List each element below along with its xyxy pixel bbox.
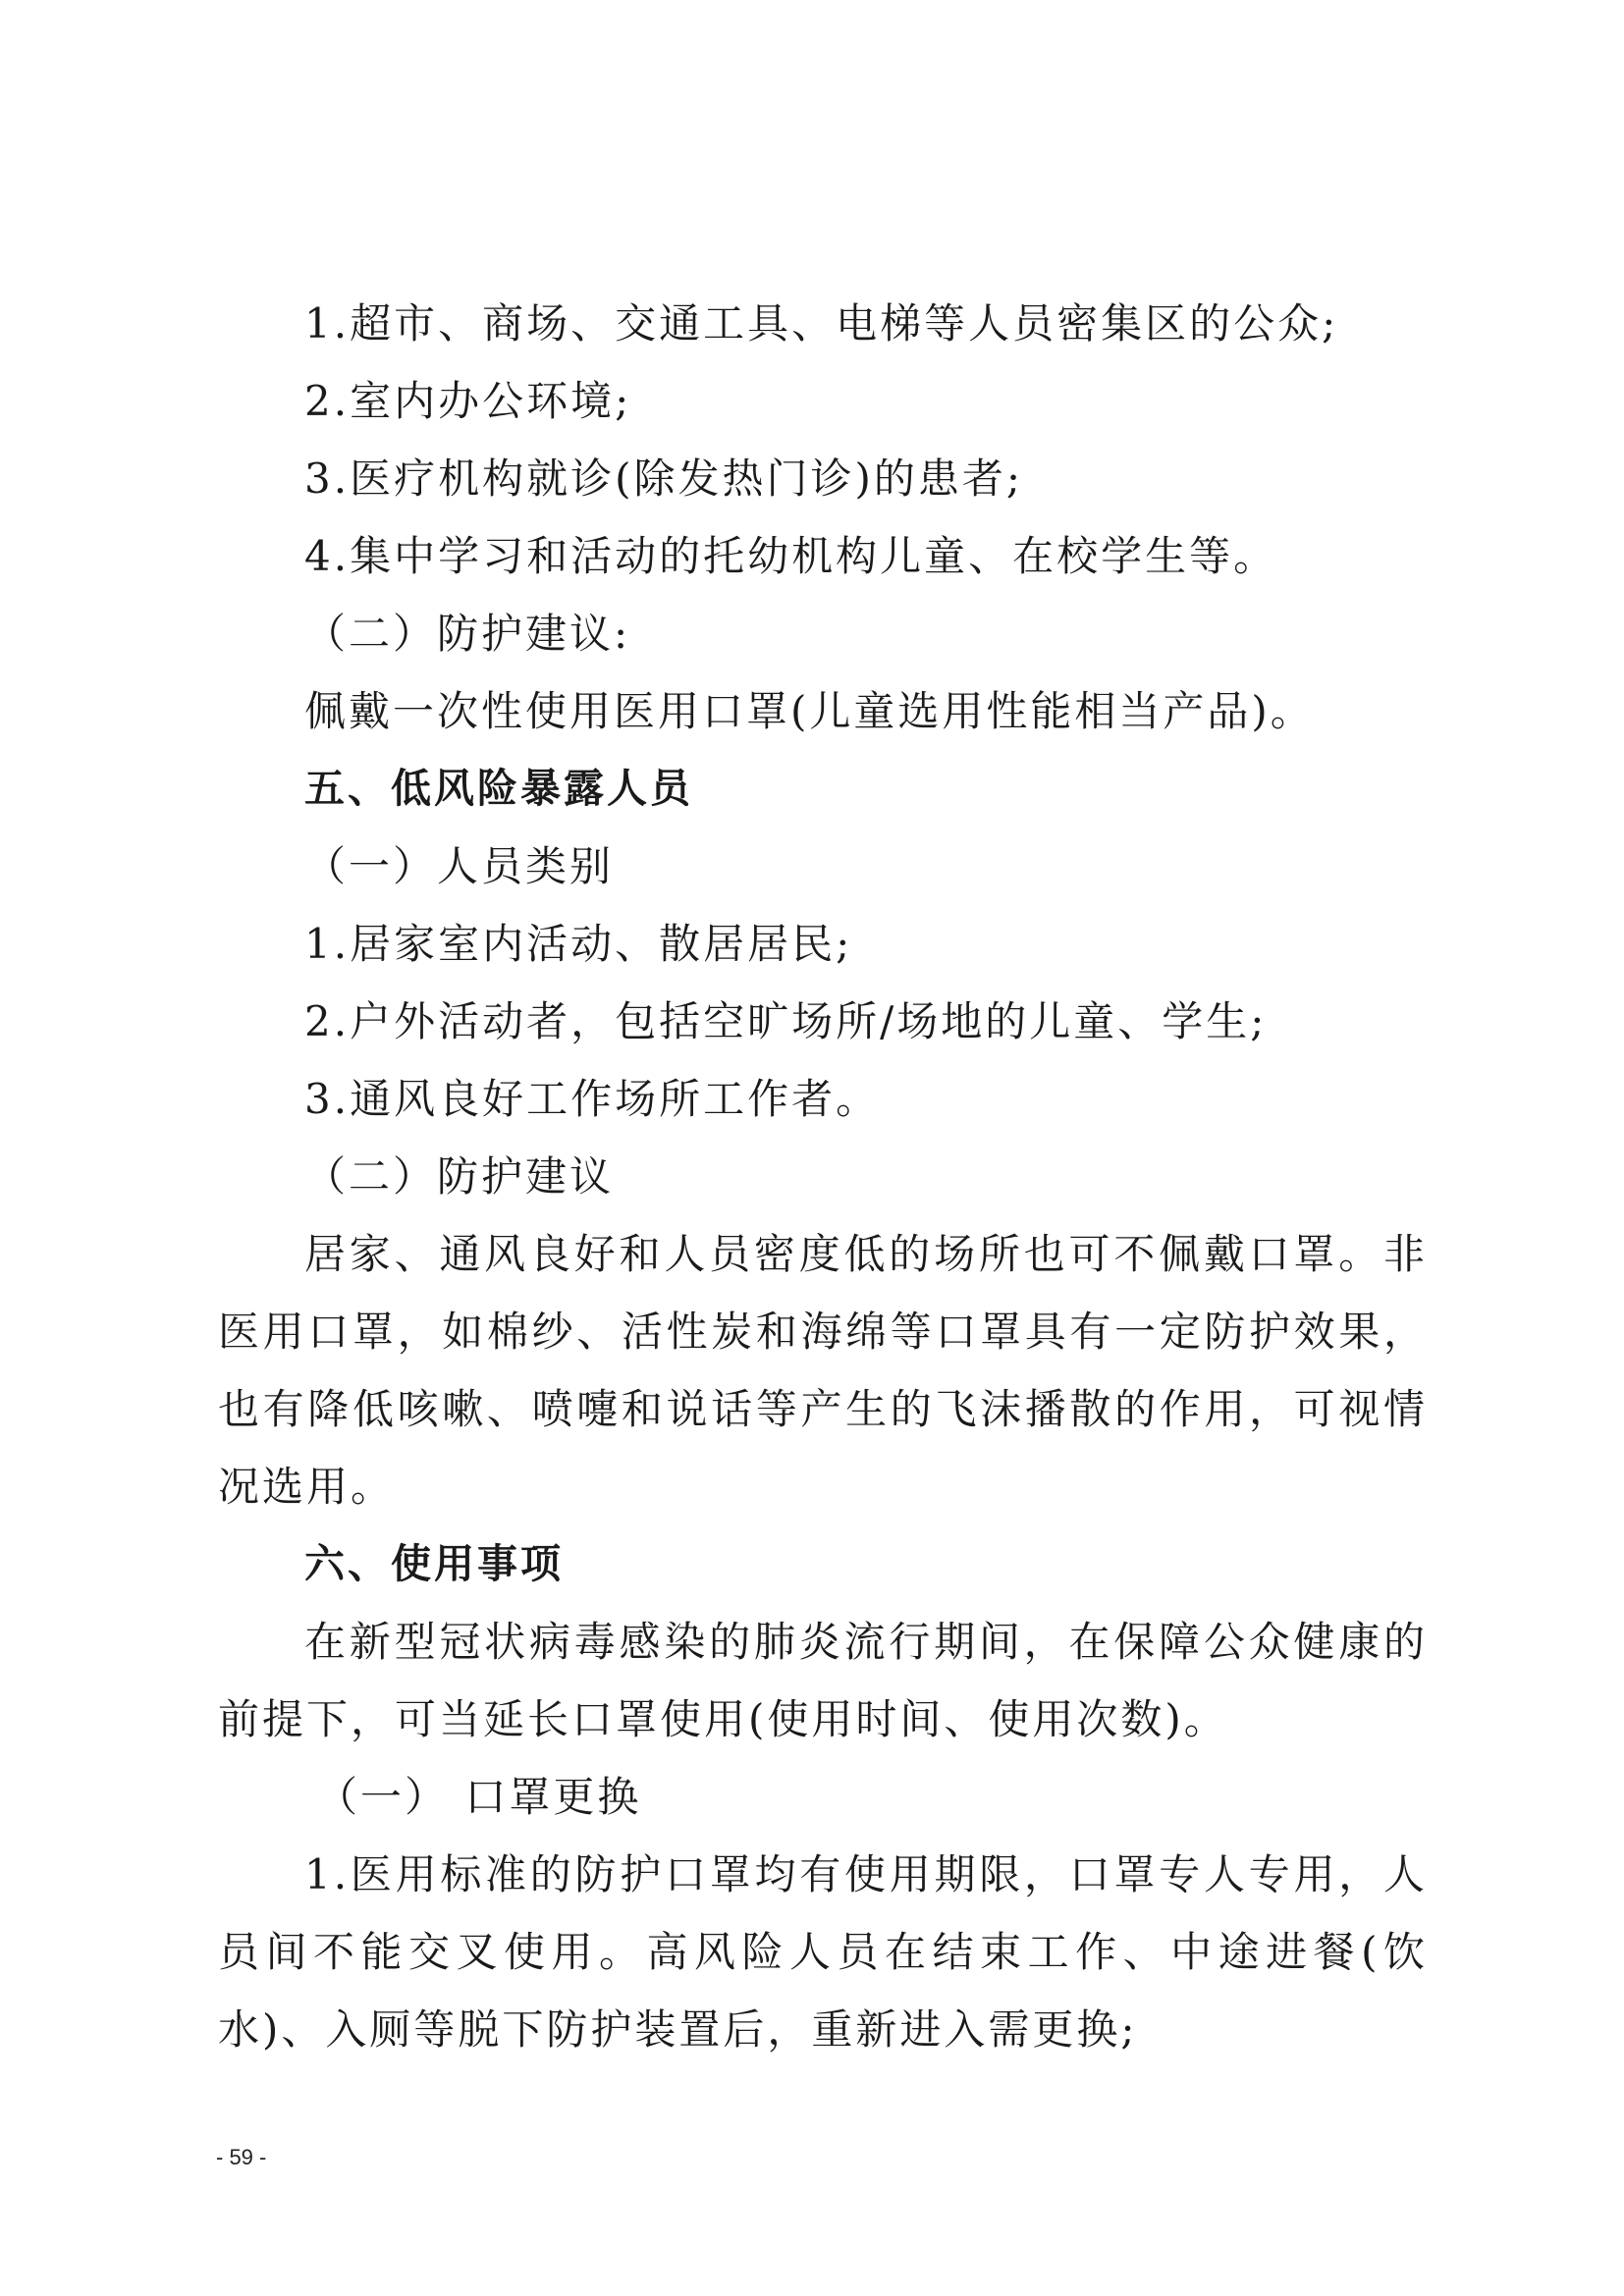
subsection-heading: （一）人员类别 — [304, 842, 615, 890]
subsection-heading: （二）防护建议: — [304, 610, 631, 658]
page-number: - 59 - — [216, 2145, 267, 2169]
paragraph: 佩戴一次性使用医用口罩(儿童选用性能相当产品)。 — [304, 687, 1315, 735]
list-item: 4.集中学习和活动的托幼机构儿童、在校学生等。 — [304, 532, 1278, 580]
page-body — [218, 285, 1428, 2068]
list-item: 2.室内办公环境; — [304, 377, 632, 425]
list-item: 1.超市、商场、交通工具、电梯等人员密集区的公众; — [304, 299, 1339, 347]
list-item: 2.户外活动者，包括空旷场所/场地的儿童、学生; — [304, 997, 1268, 1045]
subsection-heading: （一） 口罩更换 — [316, 1773, 642, 1821]
paragraph: 居家、通风良好和人员密度低的场所也可不佩戴口罩。非医用口罩，如棉纱、活性炭和海绵等口罩具有一定防护效果，也有降低咳嗽、喷嚏和说话等产生的飞沫播散的作用，可视情况选用。 — [218, 1230, 1428, 1511]
section-heading: 六、使用事项 — [304, 1540, 564, 1587]
list-item: 3.通风良好工作场所工作者。 — [304, 1075, 881, 1123]
list-item: 3.医疗机构就诊(除发热门诊)的患者; — [304, 454, 1023, 503]
list-item: 1.居家室内活动、散居居民; — [304, 920, 853, 968]
subsection-heading: （二）防护建议 — [304, 1152, 615, 1201]
paragraph: 1.医用标准的防护口罩均有使用期限，口罩专人专用，人员间不能交叉使用。高风险人员在结束工作、中途进餐(饮水)、入厕等脱下防护装置后，重新进入需更换; — [218, 1850, 1428, 2054]
paragraph: 在新型冠状病毒感染的肺炎流行期间，在保障公众健康的前提下，可当延长口罩使用(使用时间、使用次数)。 — [218, 1618, 1428, 1743]
section-heading: 五、低风险暴露人员 — [304, 765, 693, 812]
